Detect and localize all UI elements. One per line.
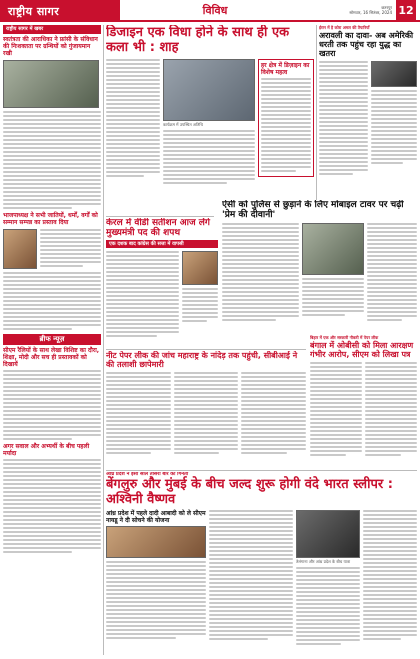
column-divider xyxy=(316,25,317,200)
bottom-kicker: आंध्र प्रदेश ने इसी साल तीसरी बार की गिनती xyxy=(106,472,189,477)
main-story xyxy=(106,25,314,215)
bengal-body-b xyxy=(365,362,417,458)
main-photo-caption: कार्यक्रम में उपस्थित अतिथि xyxy=(163,122,203,127)
bottom-right-photo xyxy=(296,510,360,558)
brief2-body xyxy=(3,459,101,553)
police-body-a xyxy=(222,223,299,323)
story2-body-a xyxy=(40,229,101,269)
police-photo xyxy=(302,223,364,275)
brief1-body xyxy=(3,370,101,440)
bottom-sub-headline: आंध्र प्रदेश में पहले दादी आबादी को ले सीएम नायडू ने दी सोचने की योजना xyxy=(106,510,206,524)
main-story-photo xyxy=(163,59,255,121)
kerala-story xyxy=(106,218,218,348)
date-line: सोमवार, 16 सितंबर, 2024 xyxy=(349,10,392,15)
neet-headline: नीट पेपर लीक की जांच महाराष्ट्र के नांदेड़ तक पहुंची, सीबीआई ने की तलाशी छापेमारी xyxy=(106,351,298,369)
paper-name: राष्ट्रीय सागर xyxy=(0,0,120,22)
masthead xyxy=(0,0,420,22)
bengal-kicker: बिहार में एक और सरकारी नौकरी में पेपर लीक xyxy=(310,335,379,340)
bottom-body-a xyxy=(106,561,206,639)
right-top-story xyxy=(319,25,417,200)
brief1-title: सीएम रैलियों के साथ लेखा विशिष्ट का दौरा, शिक्षा, मोदी और सच ही प्रस्तावकों को दिखायें xyxy=(3,347,100,368)
bottom-body-d xyxy=(363,510,417,647)
kerala-kicker: एक दशक बाद कांग्रेस की सत्ता में वापसी xyxy=(106,240,218,248)
right-top-body-b xyxy=(371,90,417,164)
row-divider xyxy=(106,470,417,471)
kerala-body-a xyxy=(106,251,179,339)
bottom-photo-caption: तेलंगाना और आंध्र प्रदेश के बीच यात्रा xyxy=(296,559,351,564)
main-headline: डिजाइन एक विधा होने के साथ ही एक कला भी : शाह xyxy=(106,25,290,55)
police-body-b xyxy=(367,223,417,323)
main-story-col1 xyxy=(106,59,160,186)
left-column xyxy=(3,25,101,655)
neet-body-b xyxy=(174,372,239,456)
city-label: छतरपुर xyxy=(381,5,392,10)
neet-story xyxy=(106,351,306,461)
row-divider xyxy=(106,349,306,350)
bengal-body-a xyxy=(310,362,362,458)
bottom-left-photo xyxy=(106,526,206,558)
row-divider xyxy=(106,216,214,217)
story1-body xyxy=(3,111,101,209)
story2-photo xyxy=(3,229,37,269)
side-box xyxy=(258,59,314,177)
left-column-heading: राष्ट्रीय सागर में खबर xyxy=(3,25,101,34)
story1-photo xyxy=(3,60,99,108)
kerala-headline: केरल में वीडी सतीशन आज लेंगे मुख्यमंत्री पद की शपथ xyxy=(106,218,210,238)
police-story xyxy=(222,200,417,330)
section-title: विविध xyxy=(120,0,310,22)
bottom-body-c xyxy=(296,567,360,645)
right-top-kicker: ईरान में है कोरा अमल की तैयारियाँ xyxy=(319,25,370,30)
neet-body-a xyxy=(106,372,171,456)
kerala-photo xyxy=(182,251,218,285)
story2-title: भाजपाध्यक्ष ने सभी जातियों, धर्मों, वर्गों को सम्मान सम्पन्न का प्रस्ताव दिया xyxy=(3,212,98,226)
side-box-title: हर क्षेत्र में डिज़ाइन का विशेष महत्व xyxy=(261,62,310,76)
brief-news-heading: ब्रीफ न्यूज़ xyxy=(3,334,101,345)
brief2-title: अगर सवाल और अभ्यर्थी के बीच पहली मर्यादा xyxy=(3,443,90,457)
right-top-body-a xyxy=(319,61,368,177)
right-top-headline: अरावली का दावा- अब अमेरिकी धरती तक पहुंच रहा युद्ध का खतरा xyxy=(319,31,414,58)
column-divider xyxy=(103,25,104,655)
page-number: 12 xyxy=(396,0,416,20)
police-headline: ऐसी को पुलिस से छुड़ाने के लिए मोबाइल टावर पर चढ़ी 'प्रेम की दीवानी' xyxy=(222,200,404,220)
bottom-headline: बेंगलुरु और मुंबई के बीच जल्द शुरू होगी वंदे भारत स्लीपर : अश्विनी वैष्णव xyxy=(106,477,393,507)
bottom-story xyxy=(106,472,417,657)
bengal-headline: बंगाल में ओबीसी को मिला आरक्षण गंभीर आरोप, सीएम को लिखा पत्र xyxy=(310,341,414,359)
masthead-meta xyxy=(310,0,420,22)
bengal-story xyxy=(310,335,417,470)
bottom-body-b xyxy=(209,510,293,647)
story2-body-b xyxy=(3,272,101,330)
story1-title: स्वतंत्रता की आराधिका ने फ्रांसी के संविधान की निःशक्तता पर ग्रन्थियों को गुंजायमान रखी xyxy=(3,36,98,57)
neet-body-c xyxy=(241,372,306,456)
main-story-col2 xyxy=(163,130,255,184)
right-top-photo xyxy=(371,61,417,87)
